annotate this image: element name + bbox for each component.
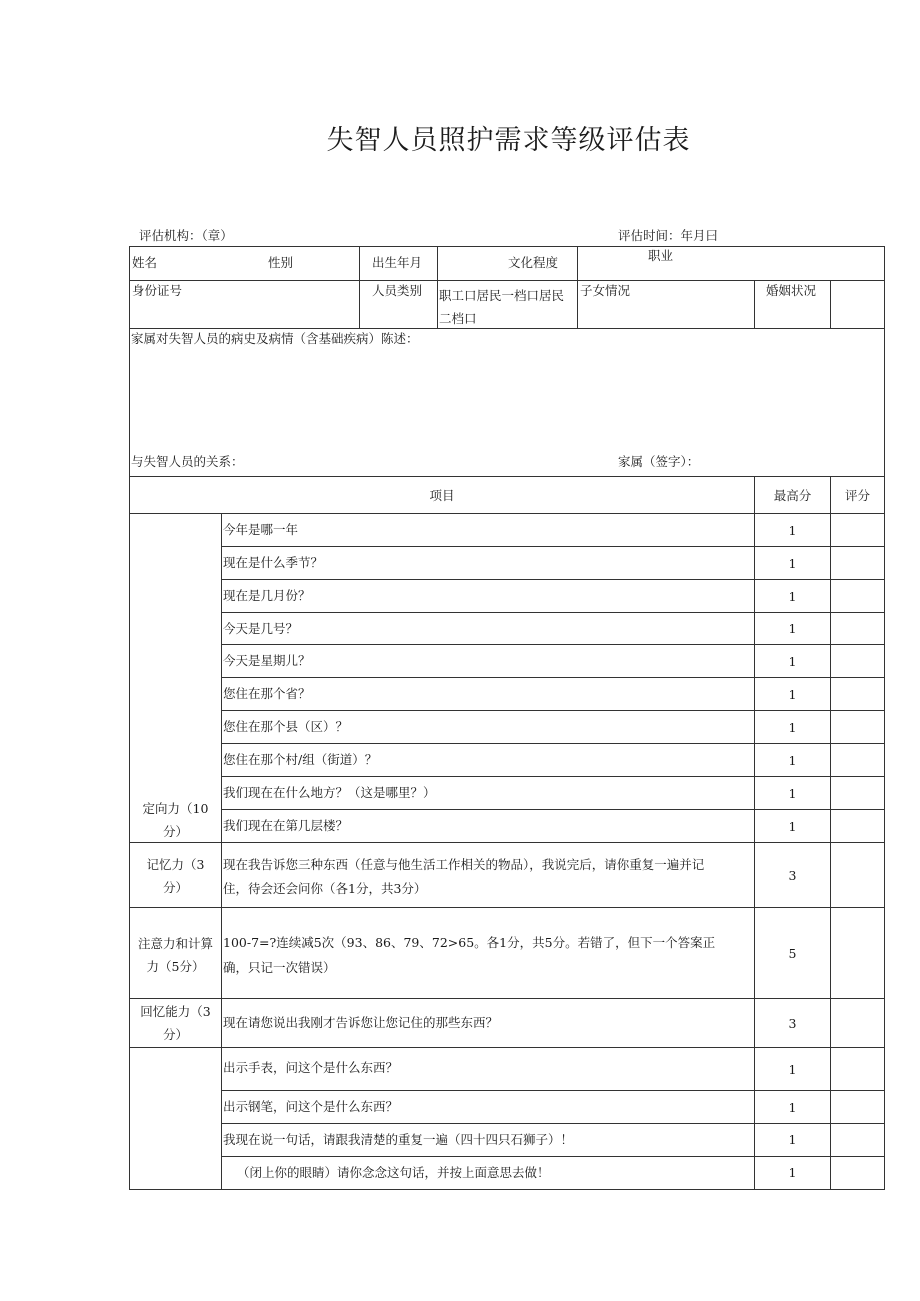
question-row: 确，只记一次错误） xyxy=(223,960,336,975)
category-memory: 记忆力（3 分） xyxy=(146,857,205,895)
category-recall: 回忆能力（3 分） xyxy=(140,1004,211,1042)
question-row: 今天是几号？ xyxy=(223,621,299,636)
category-orientation: 定向力（10 分） xyxy=(142,801,209,839)
header-max: 最高分 xyxy=(773,488,812,503)
question-row: 您住在那个村/组（街道）？ xyxy=(223,752,378,767)
page-title: 失智人员照护需求等级评估表 xyxy=(326,125,691,156)
max-score: 5 xyxy=(788,946,797,961)
max-score: 3 xyxy=(788,1016,797,1031)
history-label: 家属对失智人员的病史及病情（含基础疾病）陈述： xyxy=(131,331,419,346)
max-score: 1 xyxy=(788,1132,797,1147)
max-score: 1 xyxy=(788,523,797,538)
occupation-label: 职业 xyxy=(648,248,674,263)
gender-label: 性别 xyxy=(268,255,294,270)
max-score: 1 xyxy=(788,687,797,702)
category-options-line2: 二档口 xyxy=(439,311,477,326)
question-row: 我现在说一句话，请跟我清楚的重复一遍（四十四只石狮子）！ xyxy=(223,1132,574,1147)
question-row: 现在是什么季节？ xyxy=(223,555,324,570)
max-score: 3 xyxy=(788,868,797,883)
children-label: 子女情况 xyxy=(580,283,631,298)
question-row: 住，待会还会问你（各1分，共3分） xyxy=(223,881,427,896)
birth-label: 出生年月 xyxy=(372,255,423,270)
question-row: 出示手表，问这个是什么东西？ xyxy=(223,1060,399,1075)
question-row: 我们现在在什么地方？（这是哪里？） xyxy=(223,785,436,800)
id-number-label: 身份证号 xyxy=(132,283,183,298)
question-row: 出示钢笔，问这个是什么东西？ xyxy=(223,1099,399,1114)
question-row: （闭上你的眼睛）请你念念这句话，并按上面意思去做！ xyxy=(237,1165,550,1180)
max-score: 1 xyxy=(788,589,797,604)
question-row: 现在是几月份？ xyxy=(223,588,311,603)
category-options-line1: 职工口居民一档口居民 xyxy=(439,288,565,303)
max-score: 1 xyxy=(788,1062,797,1077)
category-attention: 注意力和计算 力（5分） xyxy=(137,936,213,974)
max-score: 1 xyxy=(788,1165,797,1180)
max-score: 1 xyxy=(788,819,797,834)
question-row: 今年是哪一年 xyxy=(223,522,299,537)
category-label: 人员类别 xyxy=(372,283,423,298)
signature-label: 家属（签字）： xyxy=(618,454,700,469)
org-label: 评估机构：（章） xyxy=(139,228,233,243)
max-score: 1 xyxy=(788,753,797,768)
header-item: 项目 xyxy=(429,488,455,503)
time-label: 评估时间：年月曰 xyxy=(618,228,719,243)
education-label: 文化程度 xyxy=(508,255,559,270)
name-label: 姓名 xyxy=(132,255,158,270)
max-score: 1 xyxy=(788,786,797,801)
question-row: 我们现在在第几层楼？ xyxy=(223,818,349,833)
question-row: 现在我告诉您三种东西（任意与他生活工作相关的物品），我说完后，请你重复一遍并记 xyxy=(223,857,705,872)
question-row: 您住在那个县（区）？ xyxy=(223,719,349,734)
relation-label: 与失智人员的关系： xyxy=(131,454,244,469)
max-score: 1 xyxy=(788,654,797,669)
header-score: 评分 xyxy=(844,488,870,503)
question-row: 您住在那个省？ xyxy=(223,686,311,701)
question-row: 100-7=?连续减5次（93、86、79、72>65。各1分，共5分。若错了，但下一个答案正 xyxy=(223,935,716,950)
question-row: 今天是星期儿？ xyxy=(223,653,311,668)
max-score: 1 xyxy=(788,1100,797,1115)
question-row: 现在请您说出我刚才告诉您让您记住的那些东西？ xyxy=(223,1015,499,1030)
max-score: 1 xyxy=(788,720,797,735)
max-score: 1 xyxy=(788,556,797,571)
marital-label: 婚姻状况 xyxy=(766,283,817,298)
max-score: 1 xyxy=(788,621,797,636)
